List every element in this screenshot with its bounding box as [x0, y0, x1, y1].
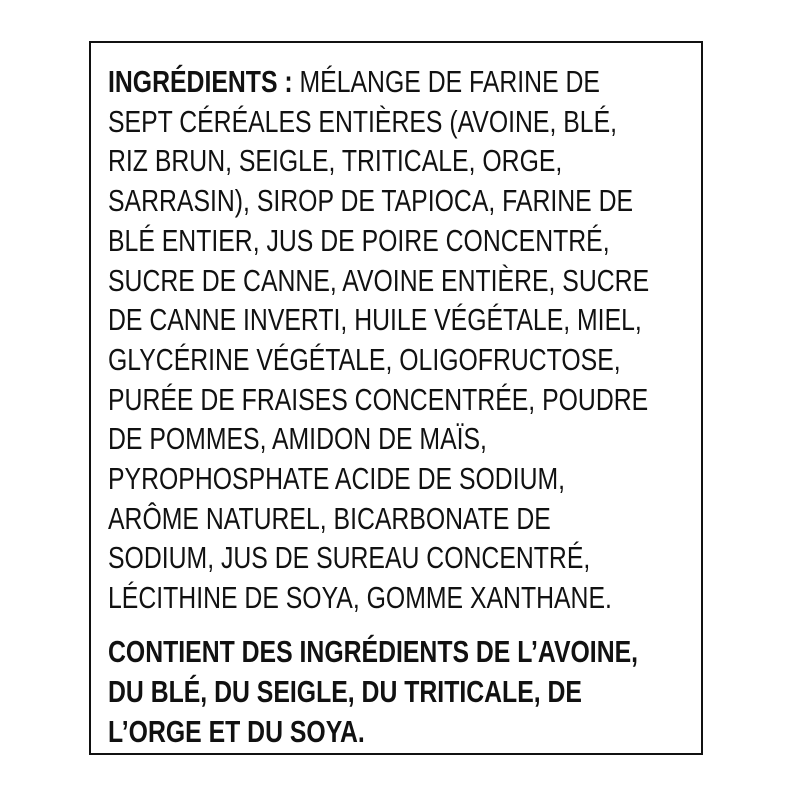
ingredients-line-8: GLYCÉRINE VÉGÉTALE, OLIGOFRUCTOSE,	[108, 341, 621, 377]
ingredients-line-9: PURÉE DE FRAISES CONCENTRÉE, POUDRE	[108, 381, 649, 417]
ingredients-line-11: PYROPHOSPHATE ACIDE DE SODIUM,	[108, 461, 566, 497]
ingredients-line-3: RIZ BRUN, SEIGLE, TRITICALE, ORGE,	[108, 143, 563, 179]
ingredients-line-1-text: MÉLANGE DE FARINE DE	[292, 64, 600, 99]
ingredients-label-box	[89, 41, 703, 755]
ingredients-line-5: BLÉ ENTIER, JUS DE POIRE CONCENTRÉ,	[108, 222, 610, 258]
ingredients-line-10: DE POMMES, AMIDON DE MAÏS,	[108, 421, 487, 457]
ingredients-line-1	[108, 62, 600, 102]
ingredients-line-2: SEPT CÉRÉALES ENTIÈRES (AVOINE, BLÉ,	[108, 103, 618, 139]
ingredients-list	[108, 62, 650, 618]
ingredients-line-13: SODIUM, JUS DE SUREAU CONCENTRÉ,	[108, 540, 591, 576]
allergen-line-1: CONTIENT DES INGRÉDIENTS DE L’AVOINE,	[108, 634, 639, 669]
ingredients-line-4: SARRASIN), SIROP DE TAPIOCA, FARINE DE	[108, 183, 634, 219]
allergen-line-2: DU BLÉ, DU SEIGLE, DU TRITICALE, DE	[108, 674, 582, 709]
allergen-line-3: L’ORGE ET DU SOYA.	[108, 714, 365, 749]
allergen-statement	[108, 632, 639, 752]
ingredients-line-6: SUCRE DE CANNE, AVOINE ENTIÈRE, SUCRE	[108, 262, 650, 298]
ingredients-heading: INGRÉDIENTS :	[108, 64, 293, 99]
ingredients-line-14: LÉCITHINE DE SOYA, GOMME XANTHANE.	[108, 580, 612, 616]
ingredients-line-7: DE CANNE INVERTI, HUILE VÉGÉTALE, MIEL,	[108, 302, 642, 338]
ingredients-line-12: ARÔME NATUREL, BICARBONATE DE	[108, 500, 551, 536]
